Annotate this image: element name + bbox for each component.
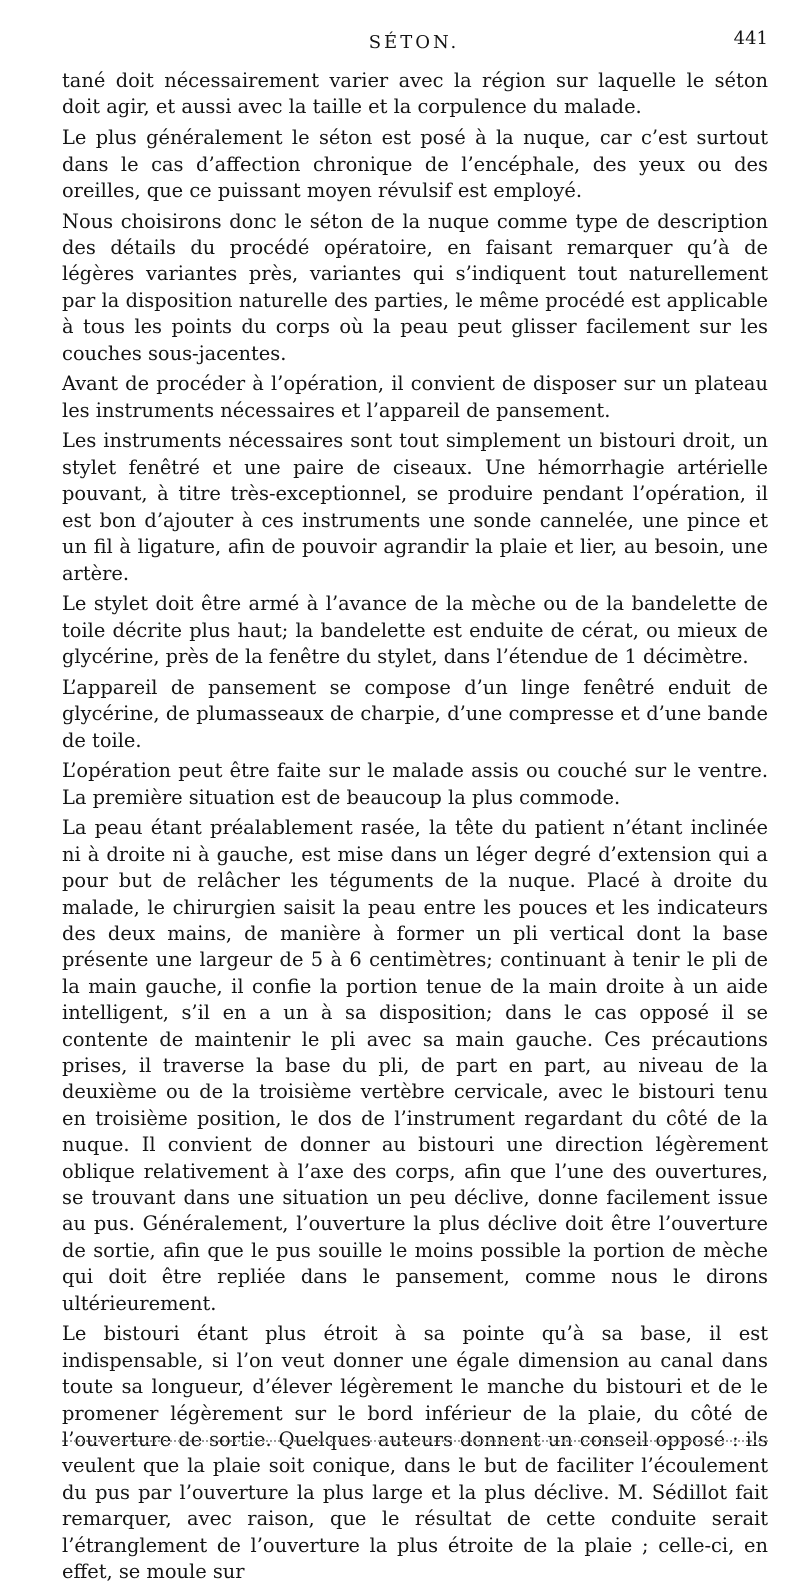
footer-dotted-rule (62, 1440, 768, 1442)
paragraph-6: Le stylet doit être armé à l’avance de la mèche ou de la bandelette de toile décrite plus haut; la bandelette est enduite de cérat, ou mieux de glycérine, près de la fenêtre du stylet, dans l’étendue de 1 décimètre. (62, 592, 768, 669)
paragraph-5: Les instruments nécessaires sont tout simplement un bistouri droit, un stylet fenêtré et une paire de ciseaux. Une hémorrhagie artérielle pouvant, à titre très-exceptionnel, se produire pendant l’opération, il est bon d’ajouter à ces instruments une sonde cannelée, une pince et un fil à ligature, afin de pouvoir agrandir la plaie et lier, au besoin, une artère. (62, 429, 768, 585)
body-text (62, 68, 768, 1590)
running-head (60, 28, 768, 58)
paragraph-3: Nous choisirons donc le séton de la nuque comme type de description des détails du procédé opératoire, en faisant remarquer qu’à de légères variantes près, variantes qui s’indiquent tout naturellement par la disposition naturelle des parties, le même procédé est applicable à tous les points du corps où la peau peut glisser facilement sur les couches sous-jacentes. (62, 209, 768, 365)
paragraph-1: tané doit nécessairement varier avec la région sur laquelle le séton doit agir, et aussi avec la taille et la corpulence du malade. (62, 69, 768, 119)
paragraph-8: L’opération peut être faite sur le malade assis ou couché sur le ventre. La première situation est de beaucoup la plus commode. (62, 759, 768, 809)
running-title: SÉTON. (368, 32, 460, 53)
paragraph-9: La peau étant préalablement rasée, la tête du patient n’étant inclinée ni à droite ni à gauche, est mise dans un léger degré d’extension qui a pour but de relâcher les téguments de la nuque. Placé à droite du malade, le chirurgien saisit la peau entre les pouces et les indicateurs des deux mains, de manière à former un pli vertical dont la base présente une largeur de 5 à 6 centimètres; continuant à tenir le pli de la main gauche, il confie la portion tenue de la main droite à un aide intelligent, s’il en a un à sa disposition; dans le cas opposé il se contente de maintenir le pli avec sa main gauche. Ces précautions prises, il traverse la base du pli, de part en part, au niveau de la deuxième ou de la troisième vertèbre cervicale, avec le bistouri tenu en troisième position, le dos de l’instrument regardant du côté de la nuque. Il convient de donner au bistouri une direction légèrement oblique relativement à l’axe des corps, afin que l’une des ouvertures, se trouvant dans une situation un peu déclive, donne facilement issue au pus. Généralement, l’ouverture la plus déclive doit être l’ouverture de sortie, afin que le pus souille le moins possible la portion de mèche qui doit être repliée dans le pansement, comme nous le dirons ultérieurement. (62, 816, 768, 1315)
paragraph-10: Le bistouri étant plus étroit à sa pointe qu’à sa base, il est indispensable, si l’on veut donner une égale dimension au canal dans toute sa longueur, d’élever légèrement le manche du bistouri et de le promener légèrement sur le bord inférieur de la plaie, du côté de l’ouverture de sortie. Quelques auteurs donnent un conseil opposé : ils veulent que la plaie soit conique, dans le but de faciliter l’écoulement du pus par l’ouverture la plus large et la plus déclive. M. Sédillot fait remarquer, avec raison, que le résultat de cette conduite serait l’étranglement de l’ouverture la plus étroite de la plaie ; celle-ci, en effet, se moule sur (62, 1322, 768, 1584)
paragraph-7: L’appareil de pansement se compose d’un linge fenêtré enduit de glycérine, de plumasseaux de charpie, d’une compresse et d’une bande de toile. (62, 675, 768, 752)
paragraph-4: Avant de procéder à l’opération, il convient de disposer sur un plateau les instruments nécessaires et l’appareil de pansement. (62, 372, 768, 422)
page-number: 441 (733, 28, 768, 49)
paragraph-2: Le plus généralement le séton est posé à la nuque, car c’est surtout dans le cas d’affection chronique de l’encéphale, des yeux ou des oreilles, que ce puissant moyen révulsif est employé. (62, 126, 768, 202)
